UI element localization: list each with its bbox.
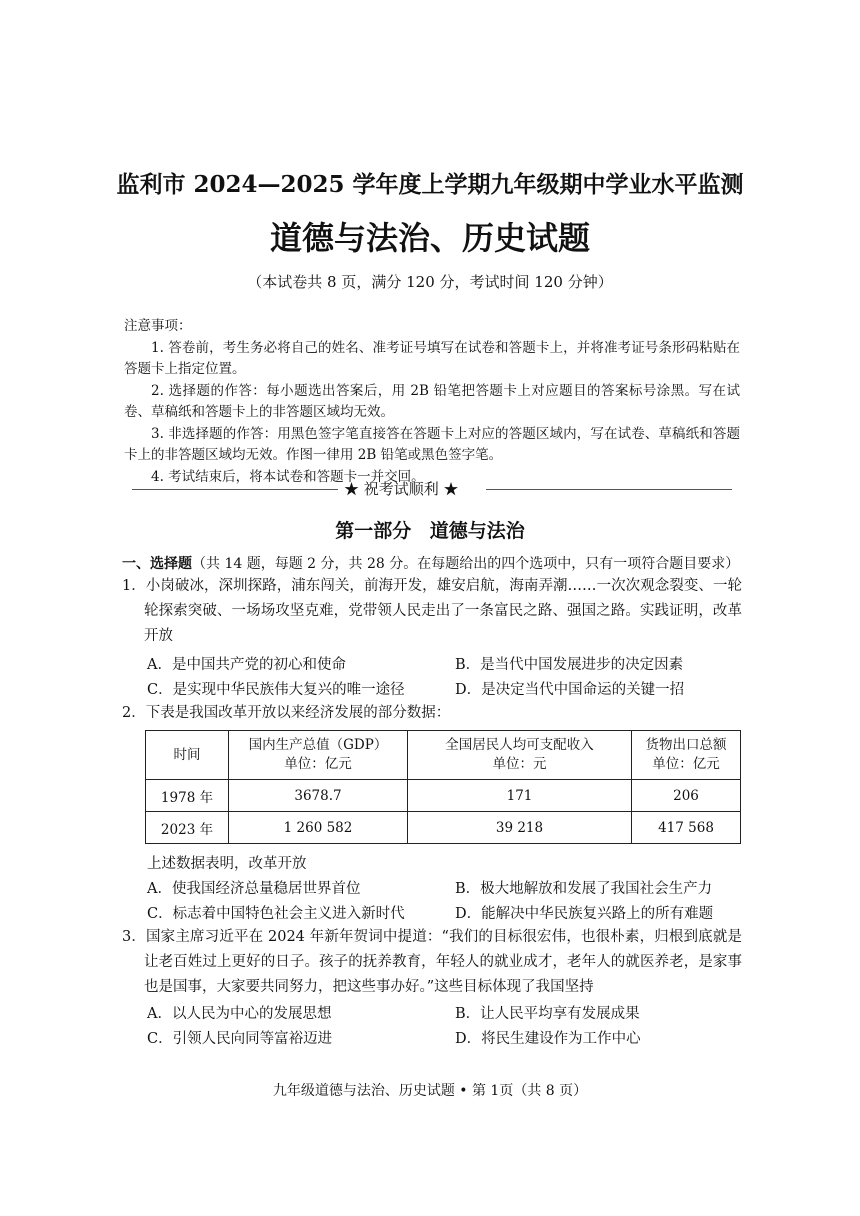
option-b[interactable]: B．是当代中国发展进步的决定因素 [455, 657, 684, 673]
note-item: 2. 选择题的作答：每小题选出答案后，用 2B 铅笔把答题卡上对应题目的答案标号涂黑。写在试卷、草稿纸和答题卡上的非答题区域均无效。 [124, 382, 740, 420]
table-cell: 1978 年 [146, 780, 229, 812]
notes-block [124, 316, 740, 488]
table-row [146, 812, 741, 844]
note-item: 1. 答卷前，考生务必将自己的姓名、准考证号填写在试卷和答题卡上，并将准考证号条形码粘贴在答题卡上指定位置。 [124, 339, 740, 377]
question-2-followup: 上述数据表明，改革开放 [147, 856, 307, 872]
question-2 [122, 701, 742, 726]
option-b[interactable]: B．让人民平均享有发展成果 [455, 1006, 640, 1022]
question-stem: 3．国家主席习近平在 2024 年新年贺词中提道：“我们的目标很宏伟，也很朴素，归根到底就是让老百姓过上更好的日子。孩子的抚养教育，年轻人的就业成才，老年人的就医养老，是家事也是国事，大家要共同努力，把这些事办好。”这些目标体现了我国坚持 [122, 929, 742, 995]
section-label: 一、选择题 [122, 556, 192, 572]
option-a[interactable]: A．是中国共产党的初心和使命 [147, 657, 346, 673]
section-description: （共 14 题，每题 2 分，共 28 分。在每题给出的四个选项中，只有一项符合题目要求） [192, 556, 740, 572]
option-a[interactable]: A．使我国经济总量稳居世界首位 [147, 881, 361, 897]
table-cell: 2023 年 [146, 812, 229, 844]
question-3 [122, 925, 742, 1000]
table-header-cell: 时间 [146, 731, 229, 780]
economic-data-table [145, 730, 741, 844]
table-cell: 171 [408, 780, 632, 812]
question-1 [122, 574, 742, 649]
option-c[interactable]: C．是实现中华民族伟大复兴的唯一途径 [147, 682, 405, 698]
table-cell: 1 260 582 [229, 812, 408, 844]
exam-title: 监利市 2024—2025 学年度上学期九年级期中学业水平监测 [116, 171, 744, 198]
table-row [146, 780, 741, 812]
table-header-row [146, 731, 741, 780]
notes-heading: 注意事项： [124, 318, 192, 334]
option-c[interactable]: C．引领人民向同等富裕迈进 [147, 1031, 333, 1047]
table-header-cell: 国内生产总值（GDP） 单位：亿元 [229, 731, 408, 780]
option-b[interactable]: B．极大地解放和发展了我国社会生产力 [455, 881, 713, 897]
option-d[interactable]: D．是决定当代中国命运的关键一招 [455, 682, 685, 698]
good-luck-divider [124, 478, 740, 500]
table-cell: 417 568 [632, 812, 741, 844]
table-cell: 39 218 [408, 812, 632, 844]
option-a[interactable]: A．以人民为中心的发展思想 [147, 1006, 332, 1022]
part-title: 第一部分 道德与法治 [335, 520, 525, 542]
option-c[interactable]: C．标志着中国特色社会主义进入新时代 [147, 906, 405, 922]
good-luck-text: ★ 祝考试顺利 ★ [344, 480, 459, 498]
question-stem: 2．下表是我国改革开放以来经济发展的部分数据： [122, 705, 451, 721]
table-cell: 206 [632, 780, 741, 812]
option-d[interactable]: D．能解决中华民族复兴路上的所有难题 [455, 906, 714, 922]
subject-title: 道德与法治、历史试题 [269, 219, 590, 257]
table-header-cell: 全国居民人均可支配收入 单位：元 [408, 731, 632, 780]
table-header-cell: 货物出口总额 单位：亿元 [632, 731, 741, 780]
question-stem: 1．小岗破冰，深圳探路，浦东闯关，前海开发，雄安启航，海南弄潮……一次次观念裂变、一轮轮探索突破、一场场攻坚克难，党带领人民走出了一条富民之路、强国之路。实践证明，改革开放 [122, 578, 742, 644]
note-item: 3. 非选择题的作答：用黑色签字笔直接答在答题卡上对应的答题区域内，写在试卷、草稿纸和答题卡上的非答题区域均无效。作图一律用 2B 铅笔或黑色签字笔。 [124, 425, 740, 463]
section-heading [122, 553, 752, 573]
table-cell: 3678.7 [229, 780, 408, 812]
note-item: 4. 考试结束后，将本试卷和答题卡一并交回。 [151, 468, 425, 485]
exam-info: （本试卷共 8 页，满分 120 分，考试时间 120 分钟） [247, 273, 613, 291]
option-d[interactable]: D．将民生建设作为工作中心 [455, 1031, 641, 1047]
page-footer: 九年级道德与法治、历史试题 • 第 1页（共 8 页） [272, 1083, 588, 1099]
divider-line-left [132, 489, 338, 490]
divider-line-right [486, 489, 732, 490]
